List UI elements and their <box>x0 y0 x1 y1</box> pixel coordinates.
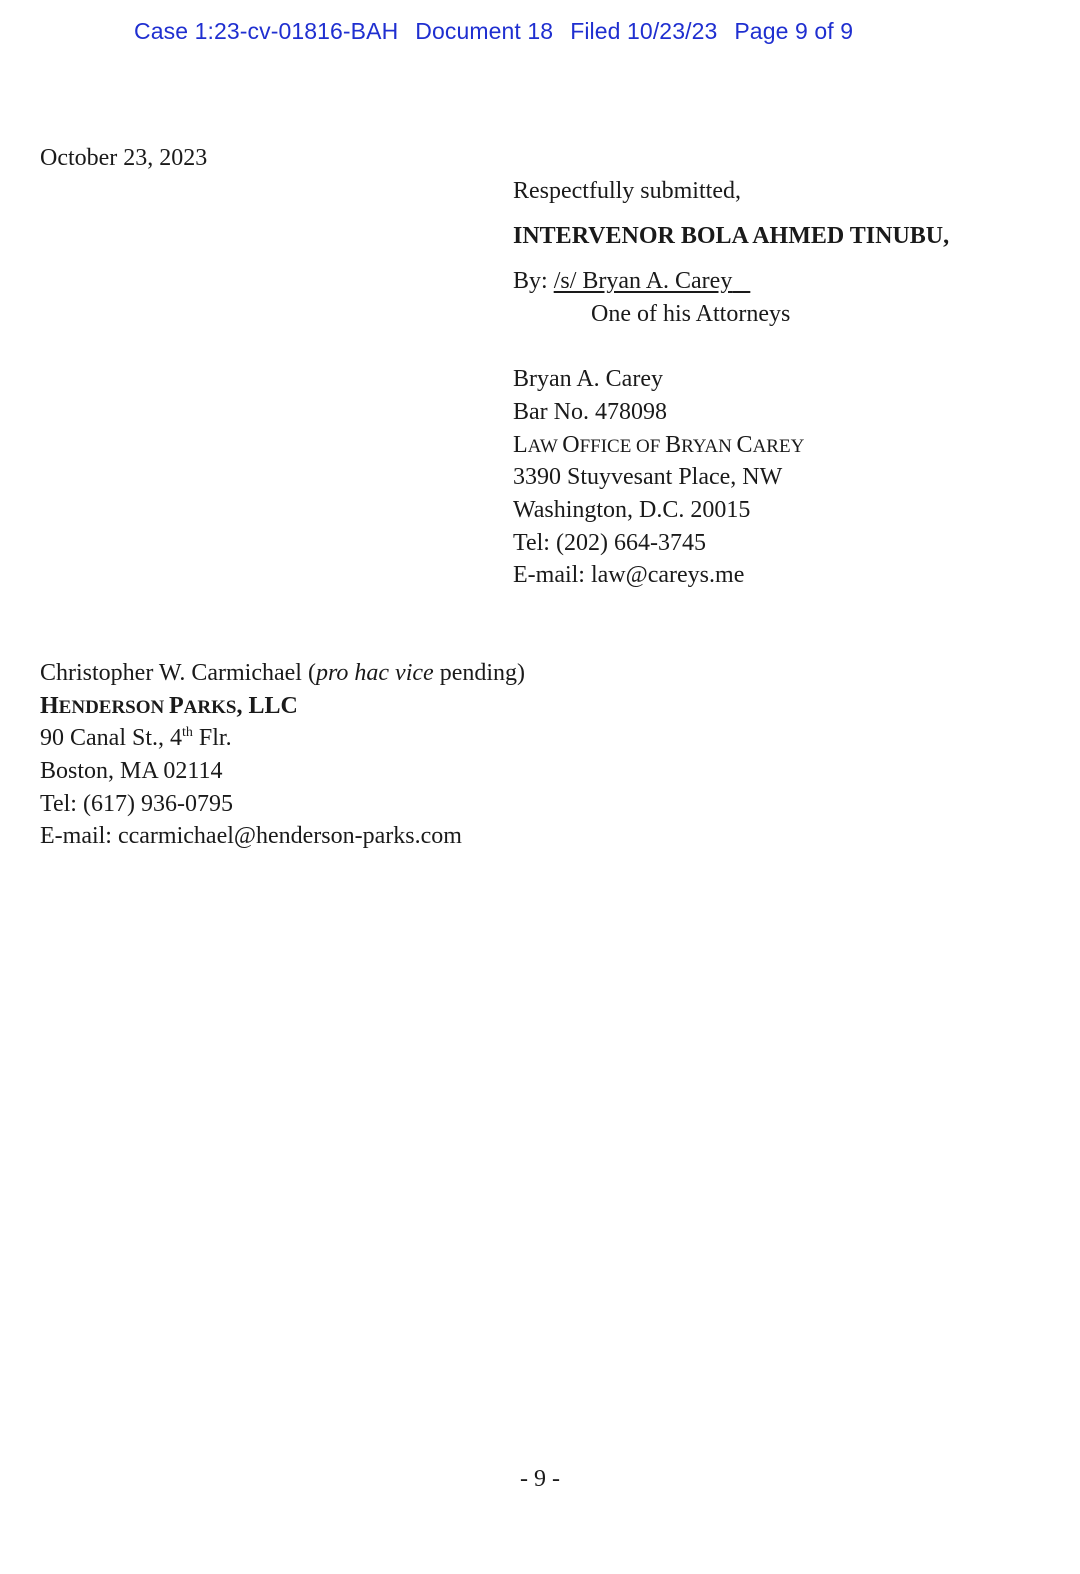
page-indicator: Page 9 of 9 <box>734 18 854 44</box>
filing-date: October 23, 2023 <box>40 145 208 171</box>
party-name: INTERVENOR BOLA AHMED TINUBU, <box>513 223 950 249</box>
attorney1-phone: Tel: (202) 664-3745 <box>513 530 706 556</box>
attorney1-address-line1: 3390 Stuyvesant Place, NW <box>513 464 783 490</box>
page-number: - 9 - <box>520 1466 560 1492</box>
case-number: Case 1:23-cv-01816-BAH <box>134 18 399 44</box>
filed-date: Filed 10/23/23 <box>570 18 718 44</box>
closing-text: Respectfully submitted, <box>513 178 741 204</box>
ecf-header <box>134 18 853 45</box>
attorney2-name: Christopher W. Carmichael (pro hac vice pending) <box>40 660 525 686</box>
attorney2-address-line2: Boston, MA 02114 <box>40 758 223 784</box>
electronic-signature: /s/ Bryan A. Carey <box>553 268 733 294</box>
attorney1-firm: LAW OFFICE OF BRYAN CAREY <box>513 432 805 458</box>
signature-line <box>513 266 750 296</box>
document-number: Document 18 <box>415 18 554 44</box>
attorney2-email: E-mail: ccarmichael@henderson-parks.com <box>40 823 462 849</box>
attorney2-phone: Tel: (617) 936-0795 <box>40 791 233 817</box>
attorney-role: One of his Attorneys <box>591 301 791 327</box>
by-label: By: <box>513 268 548 294</box>
attorney1-address-line2: Washington, D.C. 20015 <box>513 497 751 523</box>
attorney2-address-line1: 90 Canal St., 4th Flr. <box>40 725 232 751</box>
attorney1-email: E-mail: law@careys.me <box>513 562 745 588</box>
attorney2-firm: HENDERSON PARKS, LLC <box>40 693 298 719</box>
attorney1-bar-number: Bar No. 478098 <box>513 399 667 425</box>
attorney1-name: Bryan A. Carey <box>513 366 663 392</box>
